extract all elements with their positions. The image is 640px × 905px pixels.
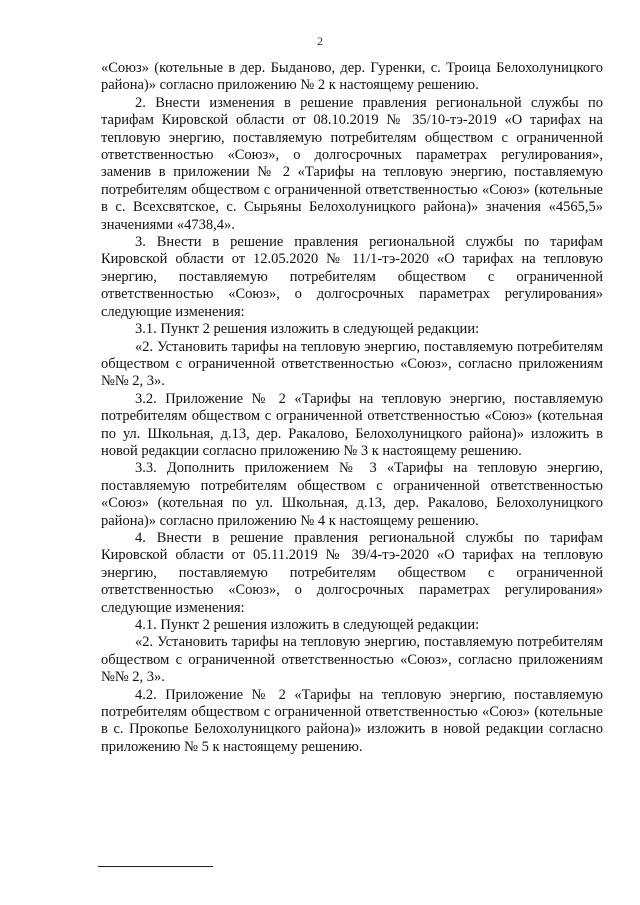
paragraph-3-1: 3.1. Пункт 2 решения изложить в следующей редакции: [135, 321, 480, 338]
paragraph-4: 4. Внести в решение правления региональной службы по тарифам Кировской области от 05.11.2019 № 39/4-тэ-2020 «О тарифах на тепловую энергию, поставляемую потребителям обществом с ограниченной ответственностью «Союз», о долгосрочных параметрах регулирования» следующие изменения: [101, 529, 603, 616]
page-number: 2 [317, 34, 323, 48]
paragraph-2: 2. Внести изменения в решение правления региональной службы по тарифам Кировской области от 08.10.2019 № 35/10-тэ-2019 «О тарифах на тепловую энергию, поставляемую потребителям обществом с ограниченной ответственностью «Союз», о долгосрочных параметрах регулирования», заменив в приложении № 2 «Тарифы на тепловую энергию, поставляемую потребителям обществом с ограниченной ответственностью «Союз» (котельные в с. Всехсвятское, с. Сырьяны Белохолуницкого района)» значения «4565,5» значениями «4738,4». [101, 94, 603, 233]
paragraph-3-3: 3.3. Дополнить приложением № 3 «Тарифы на тепловую энергию, поставляемую потребителям обществом с ограниченной ответственностью «Союз» (котельная по ул. Школьная, д.13, дер. Ракалово, Белохолуницкого района)» согласно приложению № 4 к настоящему решению. [101, 460, 603, 529]
paragraph-4-1-quote: «2. Установить тарифы на тепловую энергию, поставляемую потребителям обществом с ограниченной ответственностью «Союз», согласно приложениям №№ 2, 3». [101, 634, 603, 686]
document-body [101, 60, 603, 756]
paragraph-3-2: 3.2. Приложение № 2 «Тарифы на тепловую энергию, поставляемую потребителям обществом с ограниченной ответственностью «Союз» (котельная по ул. Школьная, д.13, дер. Ракалово, Белохолуницкого района)» изложить в новой редакции согласно приложению № 3 к настоящему решению. [101, 390, 603, 459]
paragraph-3-1-quote: «2. Установить тарифы на тепловую энергию, поставляемую потребителям обществом с ограниченной ответственностью «Союз», согласно приложениям №№ 2, 3». [101, 338, 603, 390]
paragraph-4-1: 4.1. Пункт 2 решения изложить в следующей редакции: [135, 617, 480, 633]
paragraph-4-2: 4.2. Приложение № 2 «Тарифы на тепловую энергию, поставляемую потребителям обществом с ограниченной ответственностью «Союз» (котельные в с. Прокопье Белохолуницкого района)» изложить в новой редакции согласно приложению № 5 к настоящему решению. [101, 686, 603, 755]
paragraph-3: 3. Внести в решение правления региональной службы по тарифам Кировской области от 12.05.2020 № 11/1-тэ-2020 «О тарифах на тепловую энергию, поставляемую потребителям обществом с ограниченной ответственностью «Союз», о долгосрочных параметрах регулирования» следующие изменения: [101, 234, 603, 320]
footer-divider [98, 866, 213, 867]
paragraph-1-continuation: «Союз» (котельные в дер. Быданово, дер. Гуренки, с. Троица Белохолуницкого района)» согласно приложению № 2 к настоящему решению. [101, 60, 603, 94]
